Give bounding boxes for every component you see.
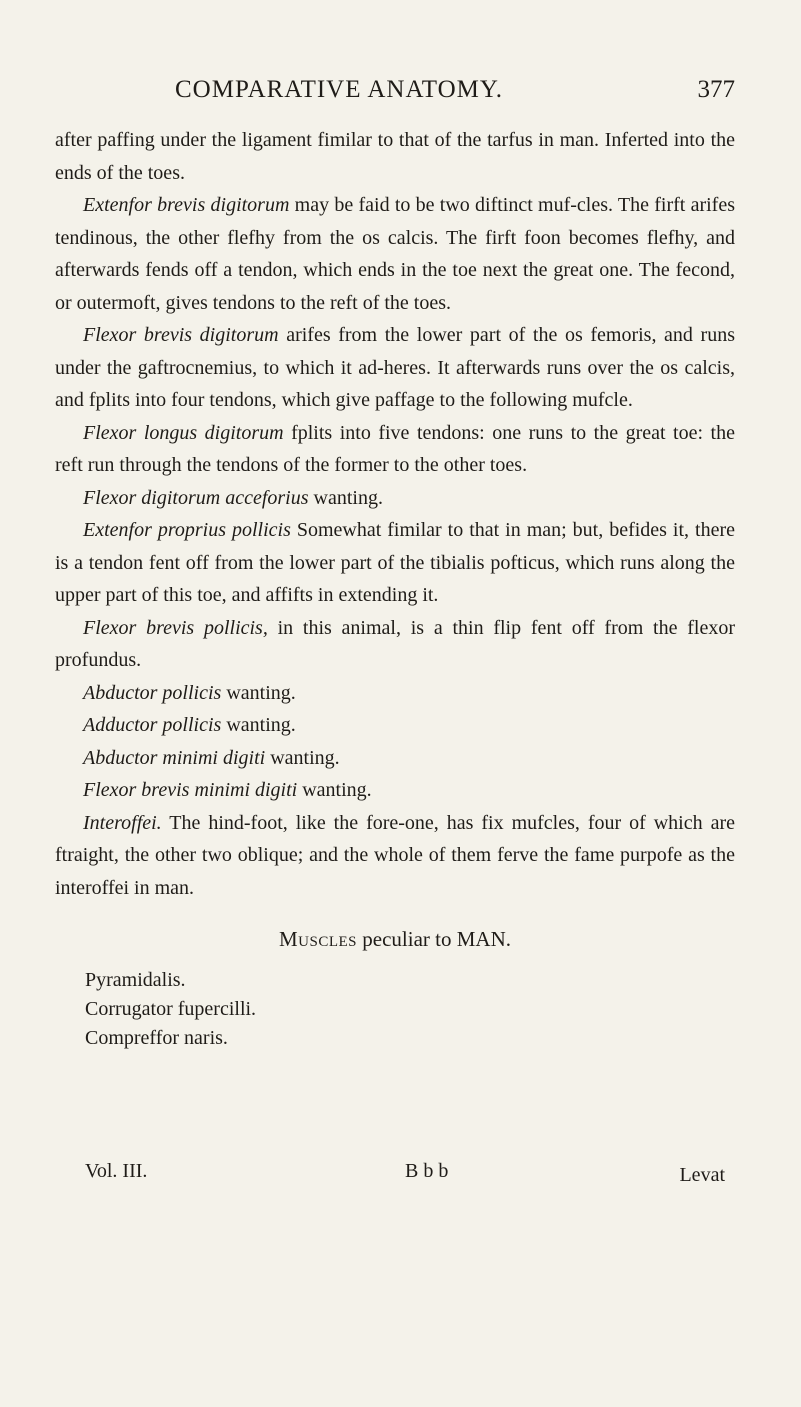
volume-label: Vol. III.: [85, 1160, 148, 1182]
page-number: 377: [697, 76, 735, 103]
page-footer: [85, 1160, 745, 1190]
signature-mark: B b b: [405, 1160, 449, 1182]
muscle-term: Extenfor proprius pollicis: [83, 519, 291, 541]
page-header: [150, 76, 735, 116]
muscle-term: Flexor longus digitorum: [83, 421, 284, 444]
paragraph-flexor-brevis-digitorum: Flexor brevis digitorum arifes from the lower part of the os femoris, and runs under the gaftrocnemius, to which it ad-heres. It afterwards runs over the os calcis, and fplits into four tendons, which give paffage to the following mufcle.: [55, 324, 735, 411]
muscle-term: Flexor brevis digitorum: [83, 324, 279, 346]
list-item: Pyramidalis.: [85, 968, 186, 991]
paragraph-abductor-minimi-digiti: Abductor minimi digiti wanting.: [83, 746, 340, 769]
paragraph-continuation: after paffing under the ligament fimilar to that of the tarfus in man. Inferted into the ends of the toes.: [55, 129, 735, 184]
list-item: Corrugator fupercilli.: [85, 997, 257, 1020]
paragraph-interossei: Interoffei. The hind-foot, like the fore-one, has fix mufcles, four of which are ftraight, the other two oblique; and the whole of them ferve the fame purpofe as the interoffei in man.: [55, 811, 735, 899]
section-heading: Muscles peculiar to MAN.: [279, 927, 511, 951]
paragraph-extensor-brevis-digitorum: Extenfor brevis digitorum may be faid to be two diftinct muf-cles. The firft arifes tendinous, the other flefhy from the os calcis. The firft foon becomes flefhy, and afterwards fends off a tendon, which ends in the toe next the great one. The fecond, or outermoft, gives tendons to the reft of the toes.: [55, 194, 735, 314]
running-head: COMPARATIVE ANATOMY.: [175, 76, 503, 103]
muscle-term: Adductor pollicis: [83, 714, 222, 736]
paragraph-flexor-longus-digitorum: Flexor longus digitorum fplits into five tendons: one runs to the great toe: the reft run through the tendons of the former to the other toes.: [55, 421, 735, 476]
paragraph-flexor-digitorum-accessorius: Flexor digitorum acceforius wanting.: [83, 486, 383, 509]
muscle-term: Extenfor brevis digitorum: [83, 194, 290, 216]
paragraph-flexor-brevis-minimi-digiti: Flexor brevis minimi digiti wanting.: [83, 779, 372, 801]
muscle-term: Flexor digitorum acceforius: [83, 486, 309, 509]
muscle-term: Interoffei.: [83, 811, 162, 834]
muscle-term: Flexor brevis pollicis,: [83, 616, 268, 639]
muscle-term: Abductor minimi digiti: [83, 746, 266, 769]
paragraph-abductor-pollicis: Abductor pollicis wanting.: [83, 681, 296, 704]
list-item: Compreffor naris.: [85, 1026, 228, 1049]
catchword: Levat: [679, 1164, 725, 1186]
muscle-term: Flexor brevis minimi digiti: [83, 779, 298, 801]
body-text: [55, 124, 735, 1053]
paragraph-adductor-pollicis: Adductor pollicis wanting.: [83, 714, 296, 736]
paragraph-extensor-proprius-pollicis: Extenfor proprius pollicis Somewhat fimilar to that in man; but, befides it, there is a tendon fent off from the lower part of the tibialis pofticus, which runs along the upper part of this toe, and affifts in extending it.: [55, 519, 735, 606]
muscle-list: [55, 966, 735, 1053]
muscle-term: Abductor pollicis: [83, 681, 222, 704]
paragraph-flexor-brevis-pollicis: Flexor brevis pollicis, in this animal, is a thin flip fent off from the flexor profundus.: [55, 616, 735, 671]
